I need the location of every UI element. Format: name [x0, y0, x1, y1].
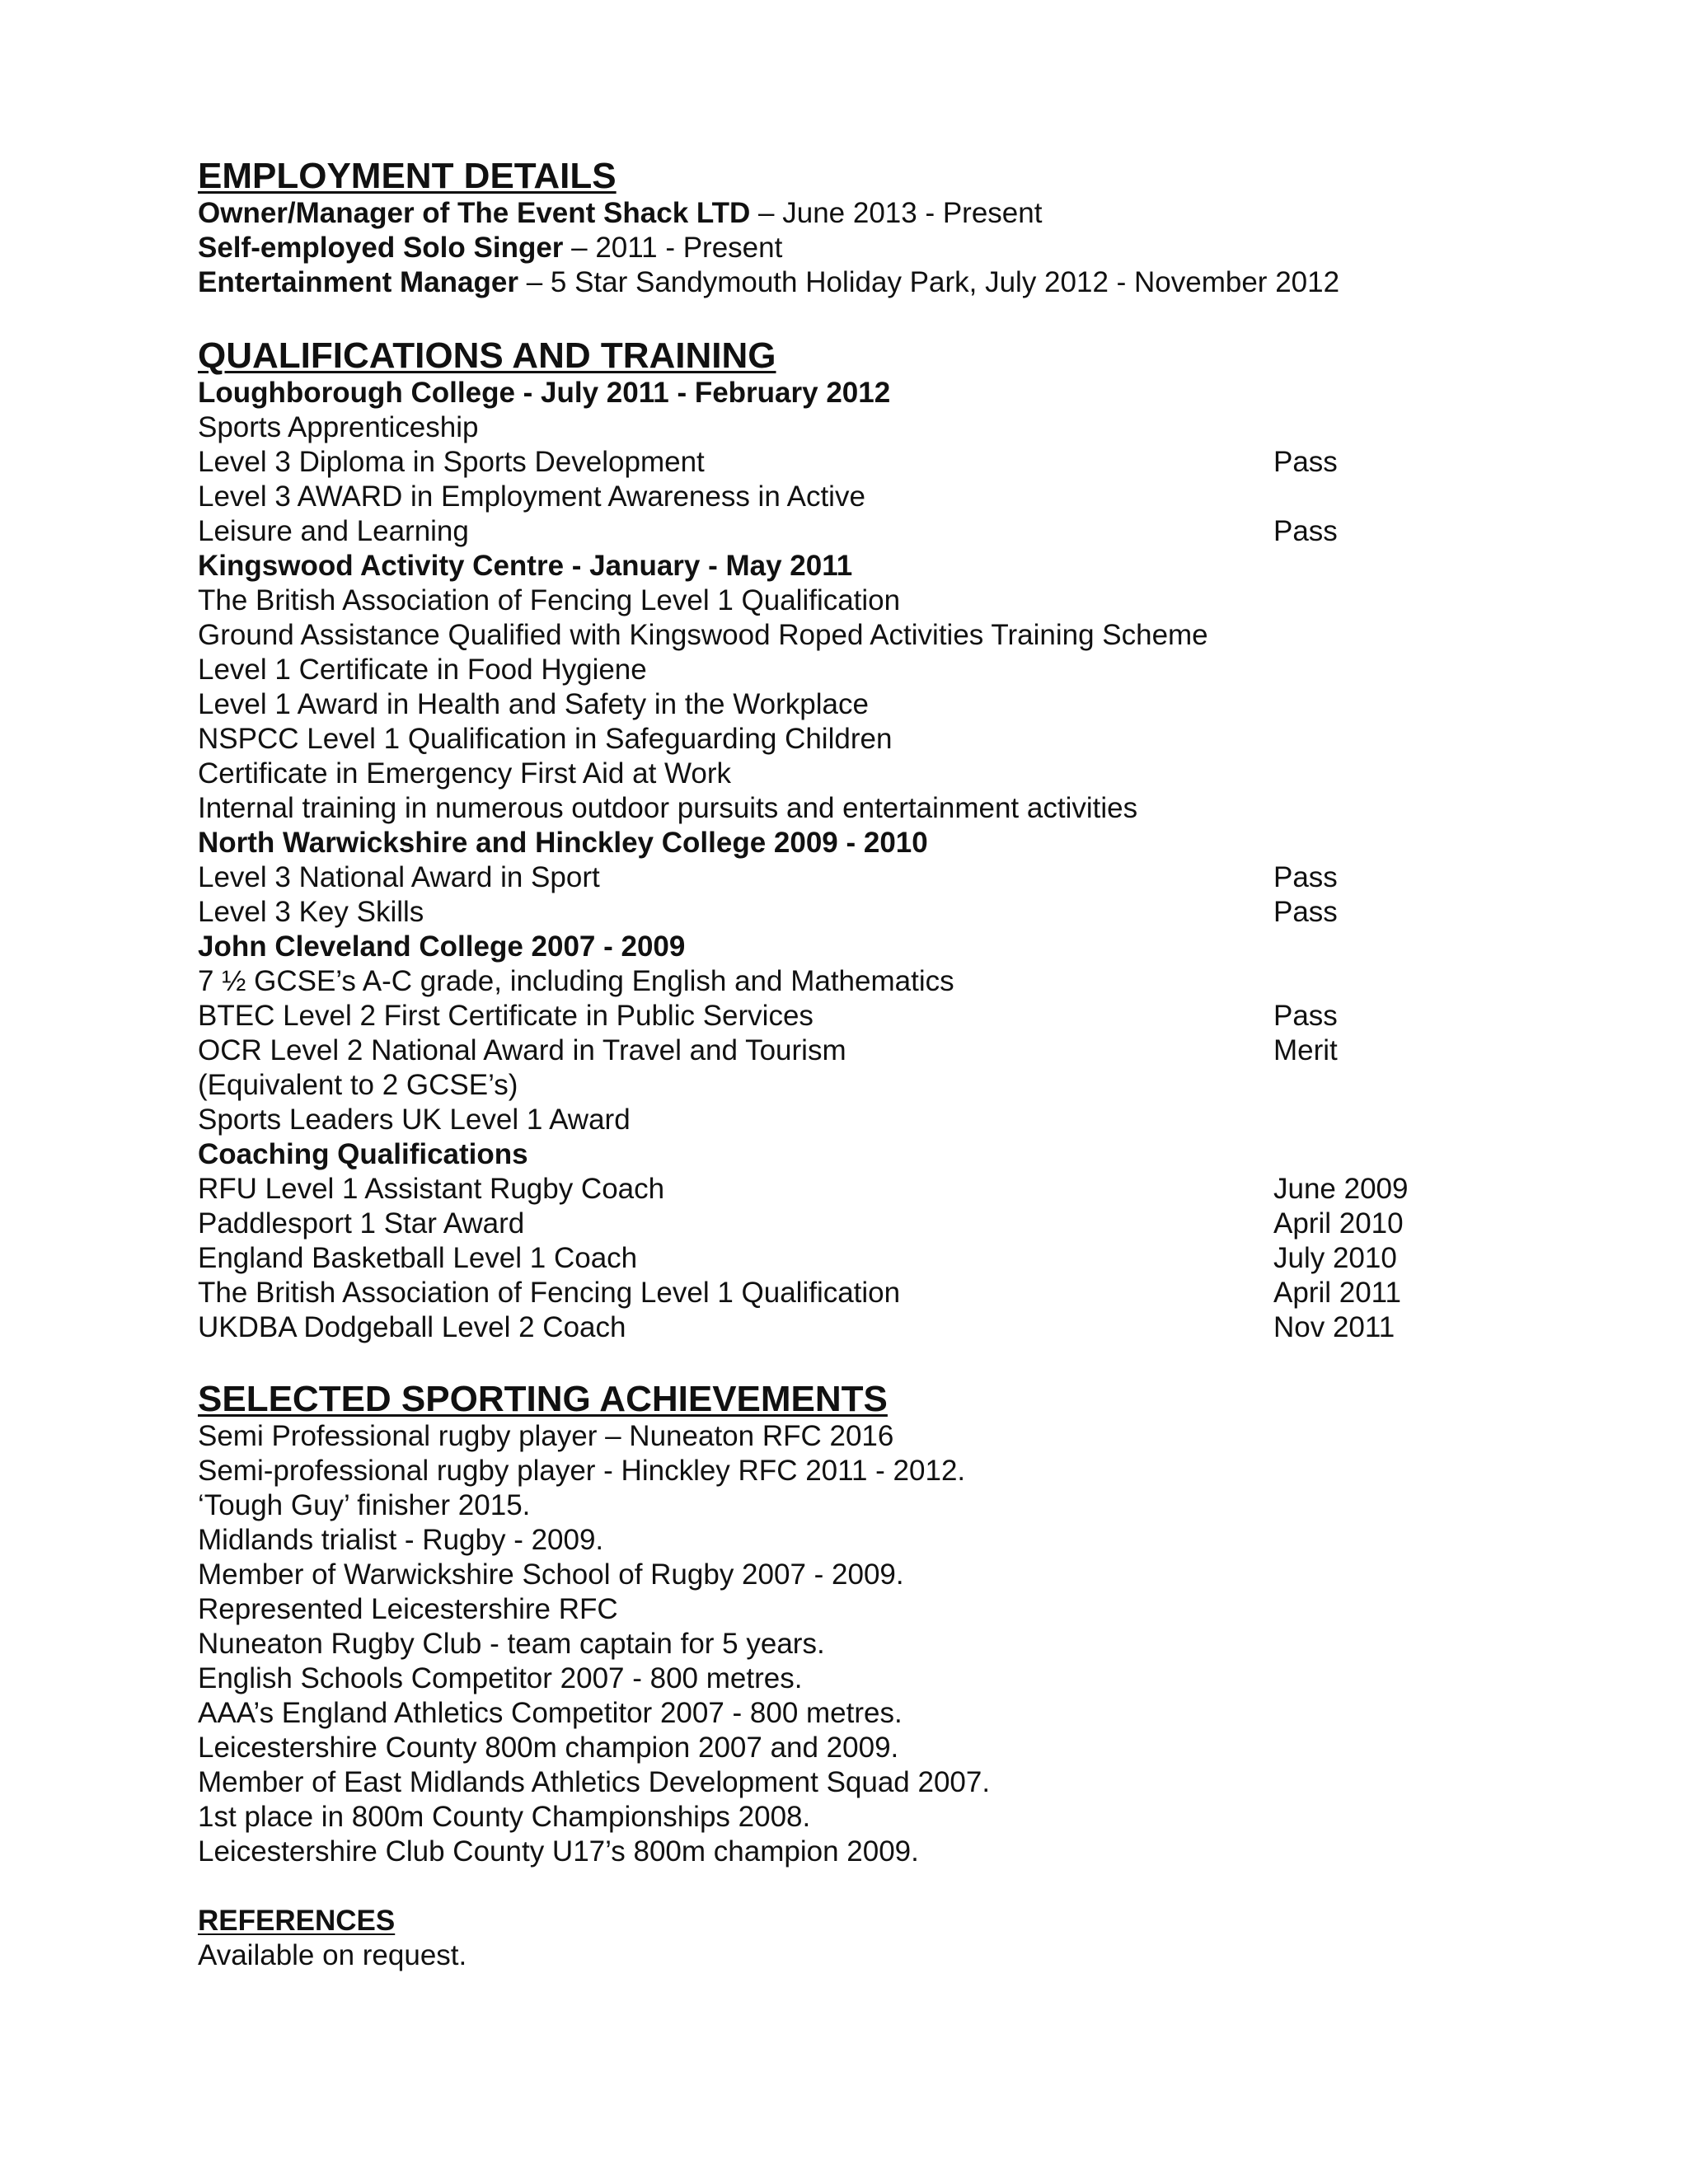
qualification-text: Sports Apprenticeship [198, 411, 479, 443]
qualification-item [198, 1310, 1484, 1345]
qualification-text: Sports Leaders UK Level 1 Award [198, 1104, 631, 1136]
qualification-result: Pass [1273, 1000, 1338, 1032]
qualification-text: Ground Assistance Qualified with Kingswood Roped Activities Training Scheme [198, 619, 1208, 651]
employment-entry [198, 231, 1484, 265]
section-spacer [198, 1345, 1484, 1380]
employment-detail: – 2011 - Present [563, 232, 783, 264]
qualification-result: April 2011 [1273, 1277, 1402, 1309]
qualification-item [198, 1172, 1484, 1207]
qualification-text: England Basketball Level 1 Coach [198, 1242, 638, 1274]
employment-detail: – June 2013 - Present [750, 197, 1043, 229]
achievement-item: ‘Tough Guy’ finisher 2015. [198, 1489, 531, 1521]
qualification-item [198, 999, 1484, 1033]
achievement-item: Semi Professional rugby player – Nuneaton RFC 2016 [198, 1420, 894, 1452]
employment-role: Self-employed Solo Singer [198, 232, 564, 264]
qualifications-section [198, 336, 1484, 1345]
qualification-item [198, 1103, 1484, 1137]
achievement-item: Midlands trialist - Rugby - 2009. [198, 1524, 604, 1556]
qualification-item [198, 445, 1484, 480]
qualification-item [198, 583, 1484, 618]
qualification-text: Level 3 Key Skills [198, 896, 424, 928]
qualification-institution [198, 826, 1484, 860]
employment-section [198, 157, 1484, 300]
qualification-text: (Equivalent to 2 GCSE’s) [198, 1069, 518, 1101]
qualification-text: OCR Level 2 National Award in Travel and Tourism [198, 1034, 846, 1066]
qualification-institution [198, 376, 1484, 410]
qualification-result: Merit [1273, 1034, 1338, 1066]
qualification-item [198, 618, 1484, 653]
qualification-item [198, 860, 1484, 895]
qualification-text: The British Association of Fencing Level 1 Qualification [198, 1277, 901, 1309]
employment-role: Entertainment Manager [198, 266, 518, 298]
qualification-text: Level 1 Award in Health and Safety in the Workplace [198, 688, 869, 720]
references-heading: REFERENCES [198, 1905, 396, 1937]
qualification-text: John Cleveland College 2007 - 2009 [198, 930, 686, 963]
qualification-result: Pass [1273, 861, 1338, 893]
qualification-result: July 2010 [1273, 1242, 1397, 1274]
achievement-item: Semi-professional rugby player - Hinckley RFC 2011 - 2012. [198, 1455, 966, 1487]
achievement-item: Leicestershire Club County U17’s 800m champion 2009. [198, 1835, 919, 1868]
qualifications-list [198, 376, 1484, 1345]
achievement-item: Member of East Midlands Athletics Development Squad 2007. [198, 1766, 991, 1798]
employment-role: Owner/Manager of The Event Shack LTD [198, 197, 751, 229]
qualification-item [198, 480, 1484, 514]
qualification-text: Level 3 AWARD in Employment Awareness in Active [198, 480, 865, 513]
qualification-item [198, 1276, 1484, 1310]
qualification-item [198, 514, 1484, 549]
qualification-result: April 2010 [1273, 1207, 1404, 1240]
qualification-item [198, 1241, 1484, 1276]
qualification-institution [198, 1137, 1484, 1172]
references-text: Available on request. [198, 1939, 467, 1971]
employment-heading: EMPLOYMENT DETAILS [198, 156, 617, 196]
qualification-item [198, 757, 1484, 791]
qualification-text: UKDBA Dodgeball Level 2 Coach [198, 1311, 626, 1343]
qualification-item [198, 410, 1484, 445]
achievement-item: Member of Warwickshire School of Rugby 2007 - 2009. [198, 1558, 904, 1591]
qualification-result: Pass [1273, 515, 1338, 547]
employment-detail: – 5 Star Sandymouth Holiday Park, July 2012 - November 2012 [518, 266, 1340, 298]
employment-entry [198, 265, 1484, 300]
qualification-item [198, 1068, 1484, 1103]
qualification-item [198, 653, 1484, 687]
qualification-item [198, 1033, 1484, 1068]
qualification-institution [198, 930, 1484, 964]
qualification-result: Pass [1273, 896, 1338, 928]
qualification-result: Pass [1273, 446, 1338, 478]
achievement-item: AAA’s England Athletics Competitor 2007 - 800 metres. [198, 1697, 903, 1729]
qualification-text: RFU Level 1 Assistant Rugby Coach [198, 1173, 665, 1205]
qualification-text: Leisure and Learning [198, 515, 469, 547]
achievement-item: Leicestershire County 800m champion 2007 and 2009. [198, 1732, 899, 1764]
qualification-item [198, 895, 1484, 930]
achievements-section [198, 1380, 1484, 1869]
qualification-text: Certificate in Emergency First Aid at Work [198, 757, 732, 790]
qualification-text: Level 3 Diploma in Sports Development [198, 446, 705, 478]
section-spacer [198, 1869, 1484, 1904]
achievement-item: Nuneaton Rugby Club - team captain for 5 years. [198, 1628, 825, 1660]
qualification-text: Kingswood Activity Centre - January - May 2011 [198, 550, 853, 582]
qualification-item [198, 722, 1484, 757]
qualification-result: Nov 2011 [1273, 1311, 1395, 1343]
section-spacer [198, 300, 1484, 336]
qualification-text: Internal training in numerous outdoor pursuits and entertainment activities [198, 792, 1138, 824]
qualification-item [198, 1207, 1484, 1241]
qualification-item [198, 964, 1484, 999]
qualification-text: Paddlesport 1 Star Award [198, 1207, 525, 1240]
qualification-text: BTEC Level 2 First Certificate in Public Services [198, 1000, 814, 1032]
qualification-text: Loughborough College - July 2011 - February 2012 [198, 377, 891, 409]
achievements-heading: SELECTED SPORTING ACHIEVEMENTS [198, 1379, 888, 1419]
qualification-item [198, 791, 1484, 826]
achievement-item: 1st place in 800m County Championships 2008. [198, 1801, 811, 1833]
qualifications-heading: QUALIFICATIONS AND TRAINING [198, 335, 776, 376]
qualification-item [198, 687, 1484, 722]
qualification-text: NSPCC Level 1 Qualification in Safeguarding Children [198, 723, 893, 755]
qualification-institution [198, 549, 1484, 583]
cv-page [198, 157, 1484, 1973]
qualification-text: 7 ½ GCSE’s A-C grade, including English and Mathematics [198, 965, 954, 997]
employment-entry [198, 196, 1484, 231]
achievement-item: English Schools Competitor 2007 - 800 metres. [198, 1662, 803, 1694]
references-section [198, 1904, 1484, 1973]
qualification-text: North Warwickshire and Hinckley College 2009 - 2010 [198, 827, 928, 859]
achievements-list [198, 1419, 1484, 1869]
qualification-text: Level 3 National Award in Sport [198, 861, 600, 893]
qualification-text: Level 1 Certificate in Food Hygiene [198, 654, 647, 686]
qualification-result: June 2009 [1273, 1173, 1409, 1205]
qualification-text: Coaching Qualifications [198, 1138, 528, 1170]
qualification-text: The British Association of Fencing Level 1 Qualification [198, 584, 901, 616]
achievement-item: Represented Leicestershire RFC [198, 1593, 618, 1625]
